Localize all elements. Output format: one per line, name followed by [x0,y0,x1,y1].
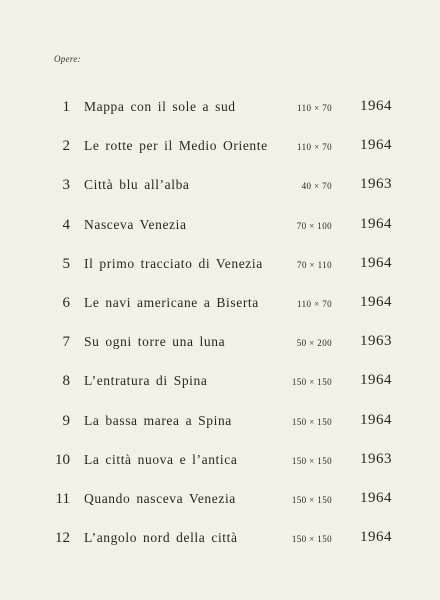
work-title: Nasceva Venezia [84,216,187,232]
work-row [0,407,440,446]
work-number: 3 [62,177,70,194]
work-year: 1964 [360,529,392,546]
work-row [0,367,440,406]
work-year: 1963 [360,333,392,350]
work-dimensions: 110 × 70 [297,298,332,309]
work-title: L’entratura di Spina [84,373,208,389]
work-title: Le navi americane a Biserta [84,294,259,310]
work-dimensions: 150 × 150 [291,377,332,388]
work-year: 1963 [360,176,392,193]
work-title: L’angolo nord della città [84,530,238,546]
section-heading: Opere: [54,54,81,64]
works-list [0,93,440,563]
work-dimensions: 40 × 70 [301,181,332,192]
work-number: 7 [62,334,70,351]
work-number: 9 [62,412,70,429]
work-title: Mappa con il sole a sud [84,99,236,114]
work-number: 4 [62,216,70,233]
work-year: 1964 [360,489,392,506]
work-row [0,93,440,132]
work-number: 6 [62,294,70,311]
work-title: La bassa marea a Spina [84,412,232,428]
work-title: Città blu all’alba [84,177,190,193]
work-row [0,446,440,485]
work-number: 12 [55,530,70,547]
work-dimensions: 50 × 200 [296,338,332,349]
work-number: 8 [62,373,70,390]
work-year: 1964 [360,98,392,114]
work-title: Il primo tracciato di Venezia [84,255,263,271]
work-title: Quando nasceva Venezia [84,490,236,506]
work-dimensions: 150 × 150 [291,455,332,466]
work-number: 11 [55,490,70,507]
work-row [0,328,440,367]
work-row [0,250,440,289]
work-number: 10 [55,451,70,468]
work-year: 1964 [360,411,392,428]
work-year: 1964 [360,293,392,310]
work-row [0,171,440,210]
work-row [0,485,440,524]
work-title: Su ogni torre una luna [84,334,226,350]
work-row [0,132,440,171]
work-title: La città nuova e l’antica [84,451,238,467]
work-year: 1964 [360,137,392,154]
work-year: 1964 [360,215,392,232]
work-dimensions: 70 × 110 [297,259,332,270]
work-dimensions: 150 × 150 [291,534,332,545]
work-dimensions: 70 × 100 [296,220,332,231]
work-row [0,211,440,250]
work-dimensions: 150 × 150 [291,416,332,427]
work-year: 1964 [360,372,392,389]
work-title: Le rotte per il Medio Oriente [84,138,268,154]
work-dimensions: 150 × 150 [291,494,332,505]
work-number: 2 [62,138,70,155]
work-year: 1964 [360,254,392,271]
work-row [0,289,440,328]
work-year: 1963 [360,450,392,467]
work-number: 1 [62,99,70,115]
work-number: 5 [62,255,70,272]
work-dimensions: 110 × 70 [297,103,332,113]
work-dimensions: 110 × 70 [297,142,332,153]
work-row [0,524,440,563]
